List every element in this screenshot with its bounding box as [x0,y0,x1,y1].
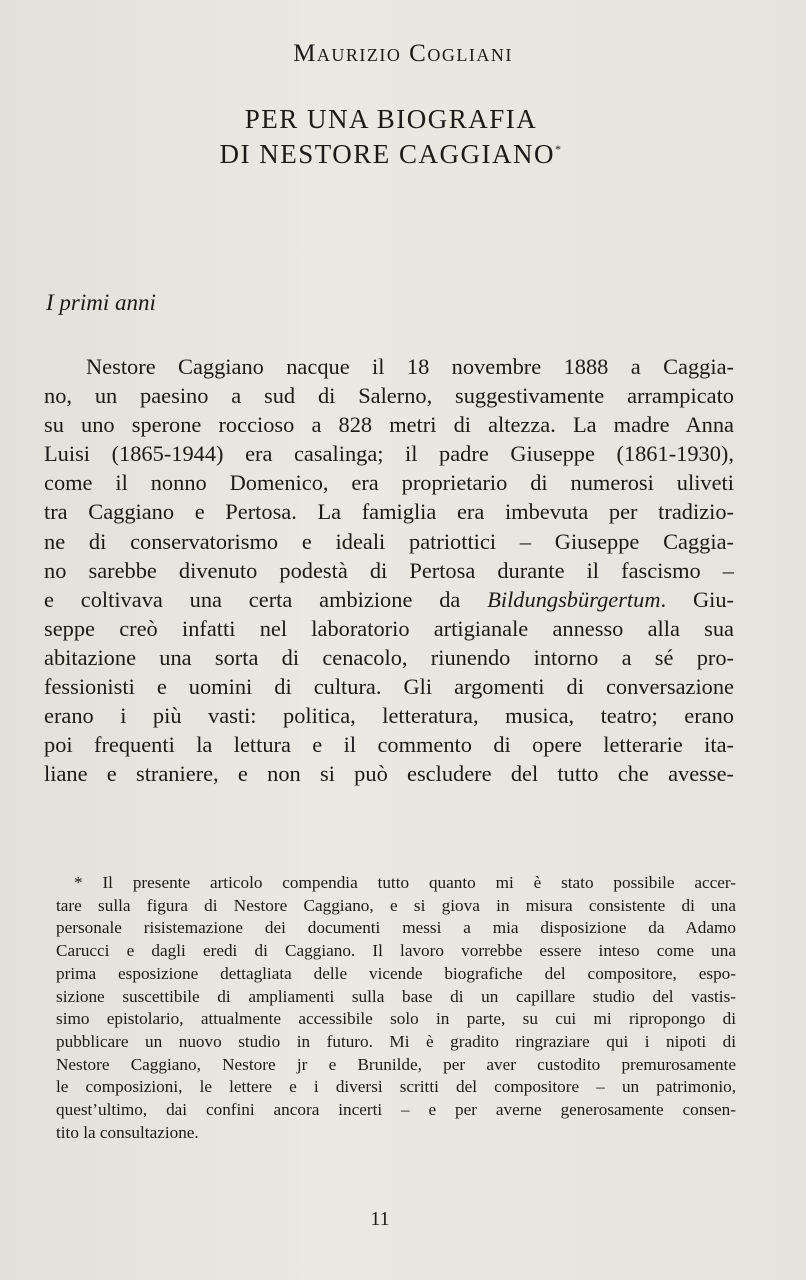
body-line: ne di conservatorismo e ideali patriottici – Giuseppe Caggia- [44,528,734,554]
footnote-line: tare sulla figura di Nestore Caggiano, e si giova in misura consistente di una [56,895,736,915]
footnote-marker: * [555,142,563,156]
body-line: no, un paesino a sud di Salerno, suggestivamente arrampicato [44,383,734,409]
body-line: Luisi (1865-1944) era casalinga; il padre Giuseppe (1861-1930), [44,441,734,467]
footnote-line: sizione suscettibile di ampliamenti sulla base di un capillare studio del vastis- [56,986,736,1006]
body-line: Nestore Caggiano nacque il 18 novembre 1888 a Caggia- [86,354,734,379]
body-line: liane e straniere, e non si può escludere del tutto che avesse- [44,761,734,787]
body-line [44,585,734,614]
body-line: fessionisti e uomini di cultura. Gli argomenti di conversazione [44,674,734,700]
title-line-2 [0,134,782,169]
footnote-line: quest’ultimo, dai confini ancora incerti – e per averne generosamente consen- [56,1100,736,1120]
footnote-line: * Il presente articolo compendia tutto quanto mi è stato possibile accer- [74,873,736,892]
body-line-part: e coltivava una certa ambizione da [44,586,488,612]
footnote-line: Nestore Caggiano, Nestore jr e Brunilde, per aver custodito premurosamente [56,1054,736,1074]
footnote [56,872,736,1144]
body-paragraph [44,352,734,788]
body-line-part: . Giu- [660,586,734,612]
title-line-2-text: DI NESTORE CAGGIANO [219,139,555,169]
body-line: abitazione una sorta di cenacolo, riunendo intorno a sé pro- [44,644,734,670]
title-line-1: PER UNA BIOGRAFIA [244,104,538,134]
footnote-line: tito la consultazione. [56,1122,199,1142]
body-line: poi frequenti la lettura e il commento di opere letterarie ita- [44,732,734,758]
footnote-line: le composizioni, le lettere e i diversi scritti del compositore – un patrimonio, [56,1077,736,1097]
page-number: 11 [370,1208,390,1230]
body-line: tra Caggiano e Pertosa. La famiglia era imbevuta per tradizio- [44,499,734,525]
body-line: seppe creò infatti nel laboratorio artigianale annesso alla sua [44,615,734,641]
footnote-line: Carucci e dagli eredi di Caggiano. Il lavoro vorrebbe essere inteso come una [56,941,736,961]
body-line: come il nonno Domenico, era proprietario di numerosi uliveti [44,470,734,496]
footnote-line: prima esposizione dettagliata delle vicende biografiche del compositore, espo- [56,963,736,983]
author-name: Maurizio Cogliani [293,40,513,67]
section-heading: I primi anni [46,290,156,315]
footnote-line: personale risistemazione dei documenti messi a mia disposizione da Adamo [56,918,736,938]
footnote-line: simo epistolario, attualmente accessibile solo in parte, su cui mi ripropongo di [56,1009,736,1029]
body-line: erano i più vasti: politica, letteratura, musica, teatro; erano [44,703,734,729]
body-line: su uno sperone roccioso a 828 metri di altezza. La madre Anna [44,412,734,438]
italic-term: Bildungsbürgertum [487,586,661,612]
article-title [0,104,782,169]
body-line: no sarebbe divenuto podestà di Pertosa durante il fascismo – [44,557,734,583]
footnote-line: pubblicare un nuovo studio in futuro. Mi è gradito ringraziare qui i nipoti di [56,1031,736,1051]
